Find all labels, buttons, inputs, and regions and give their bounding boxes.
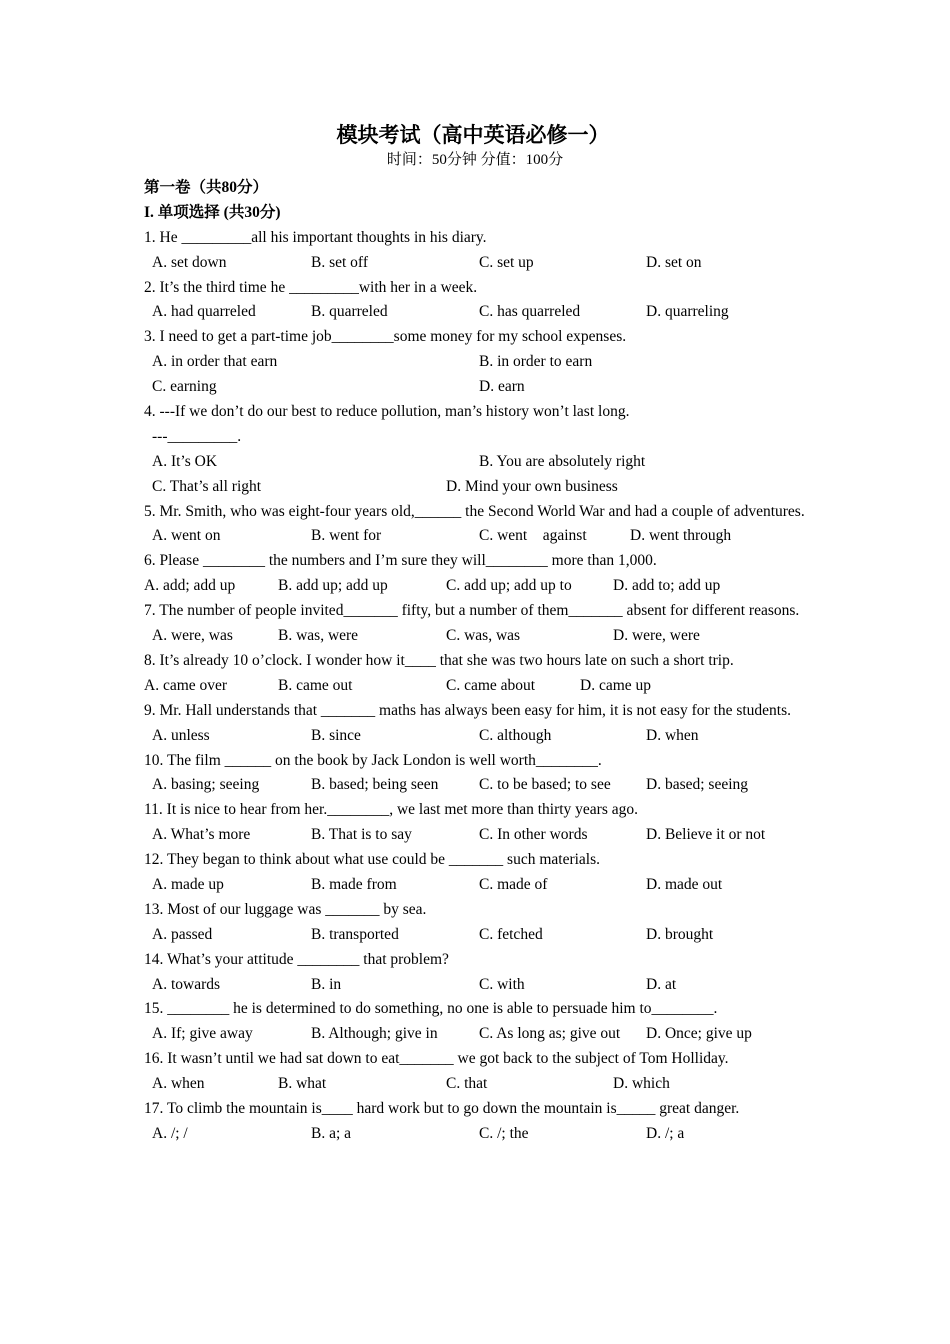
option-d: D. brought [646,925,714,943]
option-b: B. quarreled [311,303,388,321]
question-2-options [144,300,806,325]
option-c: C. /; the [479,1124,529,1142]
question-3-options-row1 [144,350,806,375]
question-8-options [144,674,806,699]
question-17-stem: 17. To climb the mountain is____ hard work but to go down the mountain is_____ great danger. [144,1100,740,1117]
option-b: B. made from [311,875,397,893]
option-a: A. were, was [152,627,233,645]
option-a: A. when [152,1075,205,1093]
question-10-options [144,773,806,798]
option-d: D. add to; add up [613,577,721,595]
option-d: D. quarreling [646,303,729,321]
question-9-options [144,724,806,749]
option-c: C. add up; add up to [446,577,572,595]
option-a: A. unless [152,726,210,744]
option-b: B. came out [278,676,353,694]
option-c: C. came about [446,676,536,694]
option-c: C. made of [479,875,548,893]
option-c: C. fetched [479,925,543,943]
option-c: C. was, was [446,627,521,645]
option-d: D. Mind your own business [446,477,618,495]
option-b: B. a; a [311,1124,352,1142]
question-7-stem: 7. The number of people invited_______ fifty, but a number of them_______ absent for different reasons. [144,602,800,620]
question-6-options [144,574,806,599]
option-d: D. went through [630,527,732,545]
option-b: B. Although; give in [311,1025,438,1043]
option-d: D. based; seeing [646,776,749,794]
question-16-options [144,1072,806,1097]
option-b: B. transported [311,925,399,943]
option-b: B. since [311,726,361,744]
option-a: A. came over [144,676,228,694]
question-12-stem: 12. They began to think about what use could be _______ such materials. [144,851,601,869]
question-13-options [144,923,806,948]
question-8-stem: 8. It’s already 10 o’clock. I wonder how it____ that she was two hours late on such a short trip. [144,651,734,669]
option-d: D. came up [580,676,652,694]
option-a: A. It’s OK [152,452,218,470]
option-b: B. That is to say [311,826,412,844]
option-b: B. based; being seen [311,776,439,794]
question-4-stem: 4. ---If we don’t do our best to reduce pollution, man’s history won’t last long. [144,403,630,421]
option-c: C. earning [152,378,217,396]
question-12-options [144,873,806,898]
question-6-stem: 6. Please ________ the numbers and I’m sure they will________ more than 1,000. [144,552,657,570]
question-5-stem: 5. Mr. Smith, who was eight-four years old,______ the Second World War and had a couple of adventures. [144,502,805,520]
exam-page [144,118,806,1147]
option-c: C. That’s all right [152,477,262,495]
question-1-options [144,251,806,276]
question-11-options [144,823,806,848]
option-b: B. in [311,975,342,993]
question-7-options [144,624,806,649]
option-a: A. basing; seeing [152,776,260,794]
option-a: A. had quarreled [152,303,256,321]
option-d: D. were, were [613,627,700,645]
question-5-options [144,524,806,549]
part-heading: 第一卷（共80分） [144,179,269,196]
exam-title: 模块考试（高中英语必修一） [336,123,610,147]
option-b: B. in order to earn [479,353,593,371]
option-a: A. If; give away [152,1025,253,1043]
option-c: C. As long as; give out [479,1025,621,1043]
option-a: A. What’s more [152,826,251,844]
question-15-stem: 15. ________ he is determined to do something, no one is able to persuade him to________. [144,1000,718,1018]
option-c: C. although [479,726,552,744]
option-a: A. towards [152,975,221,993]
question-2-stem: 2. It’s the third time he _________with her in a week. [144,278,478,296]
option-d: D. earn [479,378,525,396]
question-10-stem: 10. The film ______ on the book by Jack London is well worth________. [144,751,602,769]
option-a: A. /; / [152,1124,188,1142]
question-4-response: ---_________. [152,427,242,445]
question-15-options [144,1022,806,1047]
option-a: A. set down [152,253,227,271]
option-c: C. to be based; to see [479,776,611,794]
option-c: C. with [479,975,525,993]
option-a: A. made up [152,875,224,893]
option-c: C. that [446,1075,488,1093]
question-4-options-row1 [144,450,806,475]
question-14-options [144,973,806,998]
option-a: A. in order that earn [152,353,278,371]
option-b: B. add up; add up [278,577,388,595]
question-11-stem: 11. It is nice to hear from her.________, we last met more than thirty years ago. [144,801,639,819]
option-b: B. You are absolutely right [479,452,646,470]
question-3-stem: 3. I need to get a part-time job________some money for my school expenses. [144,328,627,346]
question-1-stem: 1. He _________all his important thoughts in his diary. [144,228,487,246]
option-c: C. In other words [479,826,588,844]
question-3-options-row2 [144,375,806,400]
option-d: D. Once; give up [646,1025,752,1043]
option-c: C. has quarreled [479,303,581,321]
option-d: D. set on [646,253,702,271]
question-13-stem: 13. Most of our luggage was _______ by sea. [144,900,427,918]
option-d: D. when [646,726,699,744]
option-d: D. at [646,975,677,993]
option-b: B. went for [311,527,382,545]
option-b: B. set off [311,253,368,271]
option-c: C. went against [479,527,587,545]
question-4-options-row2 [144,475,806,500]
question-14-stem: 14. What’s your attitude ________ that problem? [144,950,449,968]
section-heading: I. 单项选择 (共30分) [144,203,281,221]
option-b: B. what [278,1075,327,1093]
option-a: A. went on [152,527,221,545]
option-a: A. passed [152,925,213,943]
question-17-options [144,1122,806,1147]
option-a: A. add; add up [144,577,236,595]
option-c: C. set up [479,253,534,271]
question-16-stem: 16. It wasn’t until we had sat down to eat_______ we got back to the subject of Tom Holliday. [144,1050,729,1068]
option-d: D. which [613,1075,670,1093]
option-d: D. /; a [646,1124,685,1142]
option-d: D. made out [646,875,723,893]
exam-subtitle: 时间：50分钟 分值：100分 [386,152,564,168]
question-9-stem: 9. Mr. Hall understands that _______ maths has always been easy for him, it is not easy for the students. [144,701,792,719]
option-d: D. Believe it or not [646,826,766,844]
option-b: B. was, were [278,627,359,645]
